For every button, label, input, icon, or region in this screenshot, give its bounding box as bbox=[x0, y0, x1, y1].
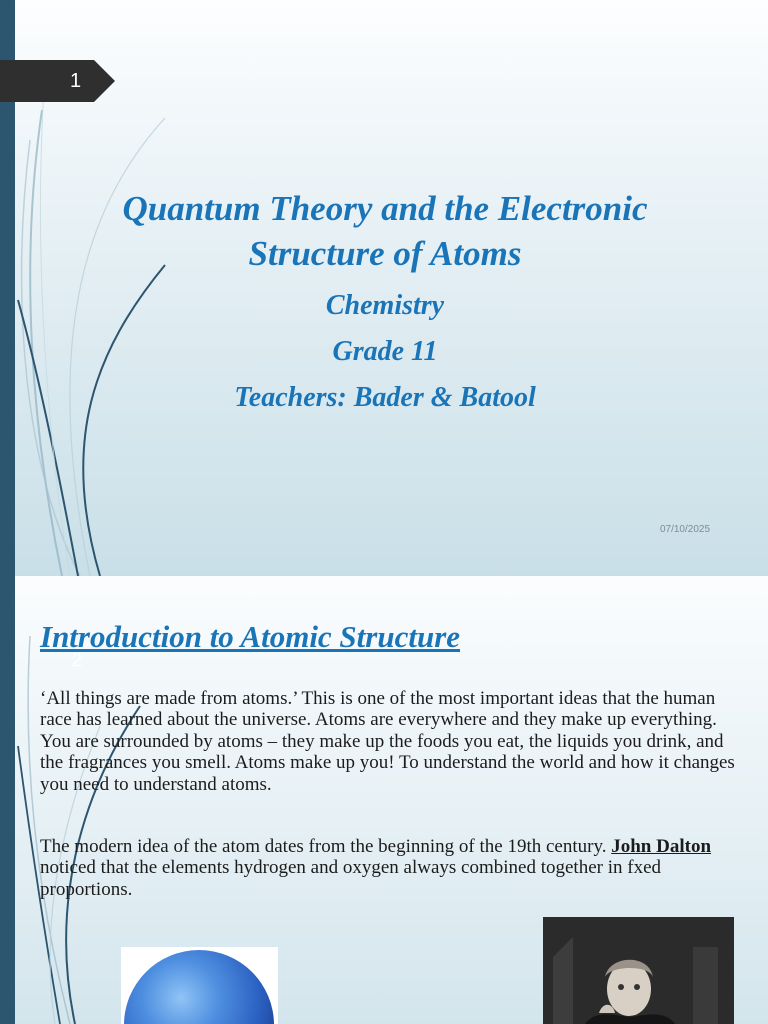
slide-date: 07/10/2025 bbox=[659, 524, 711, 535]
slide-number: 2 bbox=[72, 650, 83, 670]
paragraph-text: noticed that the elements hydrogen and oxygen always combined together in fxed proportions. bbox=[40, 857, 662, 900]
subject-label: Chemistry bbox=[325, 290, 445, 321]
content-slide bbox=[0, 576, 768, 1024]
atom-sphere bbox=[124, 950, 274, 1024]
slide-number-tab bbox=[0, 60, 115, 102]
slide-title: Quantum Theory and the Electronic Structure of Atoms bbox=[122, 189, 648, 273]
dalton-paragraph bbox=[40, 836, 740, 900]
section-heading[interactable]: Introduction to Atomic Structure bbox=[40, 619, 461, 654]
paragraph-text: The modern idea of the atom dates from the beginning of the 19th century. bbox=[40, 836, 612, 857]
slide-number: 1 bbox=[70, 70, 82, 92]
atom-sphere-image bbox=[121, 947, 278, 1024]
john-dalton-link[interactable]: John Dalton bbox=[611, 836, 712, 857]
teachers-label: Teachers: Bader & Batool bbox=[234, 382, 536, 413]
intro-paragraph: ‘All things are made from atoms.’ This is one of the most important ideas that the human race has learned about the universe. Atoms are everywhere and they make up everything. You are surrounded by atoms – they make up the foods you eat, the liquids you drink, and the fragrances you smell. Atoms make up you! To understand the world and how it changes you need to understand atoms. bbox=[40, 688, 735, 795]
john-dalton-portrait bbox=[543, 917, 734, 1024]
grade-label: Grade 11 bbox=[332, 336, 438, 367]
